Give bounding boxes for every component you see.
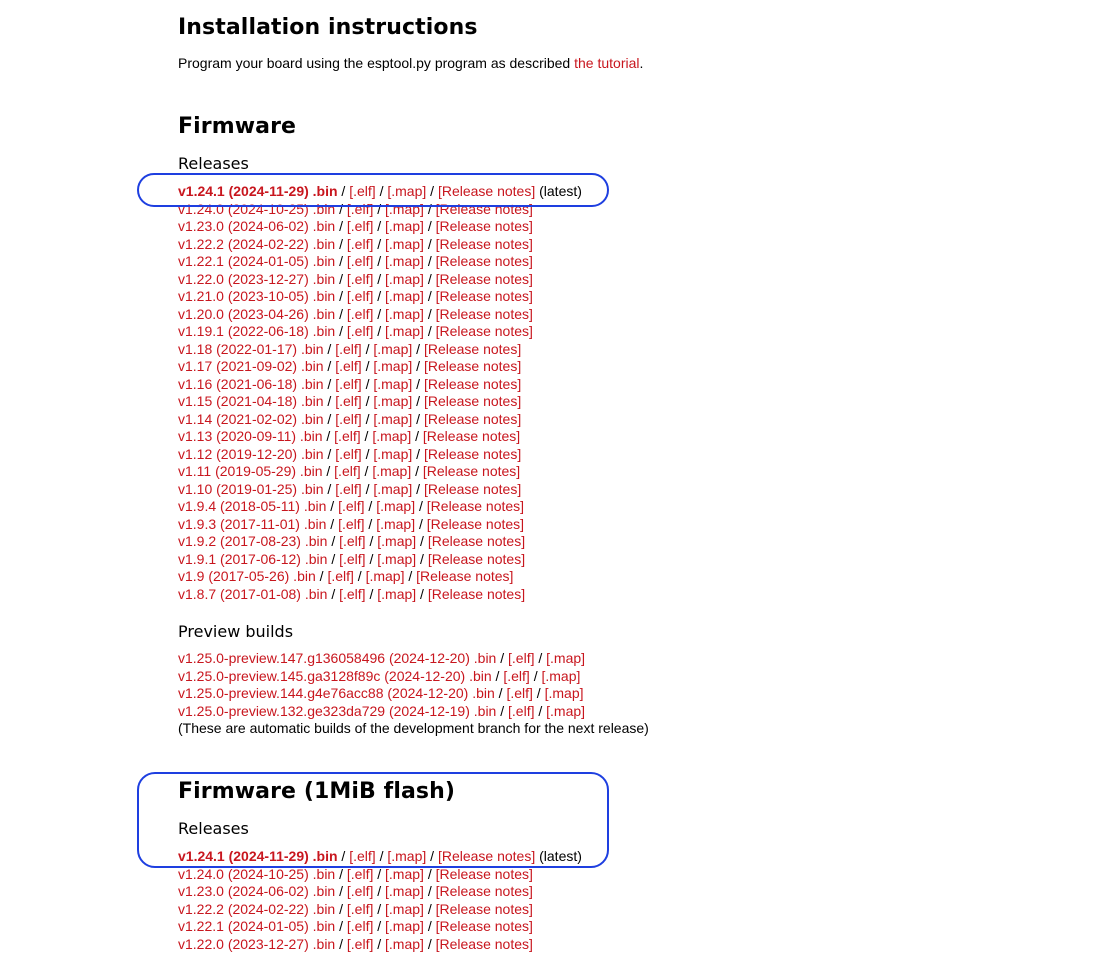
install-text: Program your board using the esptool.py program as described [178,55,575,71]
elf-link[interactable]: [.elf] [346,235,374,252]
map-link[interactable]: [.map] [385,235,424,252]
elf-link[interactable]: [.elf] [346,918,374,934]
separator: / [335,883,347,899]
separator: / [327,550,340,567]
separator: / [423,900,436,917]
elf-link[interactable]: [.elf] [508,702,535,719]
separator: / [335,918,347,934]
release-notes-link[interactable]: [Release notes] [437,183,536,199]
bin-download-link[interactable]: v1.24.0 (2024-10-25) .bin [178,865,336,882]
release-row [178,428,582,446]
firmware-release-list [178,183,582,603]
separator: / [496,650,509,666]
elf-link[interactable]: [.elf] [506,685,533,701]
map-link[interactable]: [.map] [377,585,417,602]
latest-tag: (latest) [539,183,582,199]
release-row [178,218,582,236]
separator: / [361,445,374,462]
release-notes-link[interactable]: [Release notes] [435,218,533,234]
separator: / [373,918,386,934]
release-row [178,323,582,341]
separator: / [335,865,347,882]
map-link[interactable]: [.map] [377,550,417,567]
bin-download-link[interactable]: v1.14 (2021-02-02) .bin [178,410,324,427]
release-row [178,568,582,586]
elf-link[interactable]: [.elf] [334,428,361,444]
bin-download-link[interactable]: v1.18 (2022-01-17) .bin [178,340,324,357]
map-link[interactable]: [.map] [385,288,424,304]
separator: / [323,445,336,462]
separator: / [426,183,438,199]
elf-link[interactable]: [.elf] [346,935,374,952]
elf-link[interactable]: [.elf] [327,568,354,584]
release-notes-link[interactable]: [Release notes] [422,463,521,479]
bin-download-link[interactable]: v1.8.7 (2017-01-08) .bin [178,585,328,602]
firmware-releases-label: Releases [178,154,249,173]
separator: / [423,918,436,934]
release-row [178,936,582,954]
separator: / [323,340,336,357]
release-row [178,685,585,703]
release-row [178,306,582,324]
separator: / [415,515,427,532]
separator: / [426,848,438,864]
elf-link[interactable]: [.elf] [335,480,362,497]
map-link[interactable]: [.map] [385,218,424,234]
release-row [178,901,582,919]
bin-download-link[interactable]: v1.9.1 (2017-06-12) .bin [178,550,328,567]
release-row [178,393,582,411]
release-notes-link[interactable]: [Release notes] [435,883,533,899]
separator: / [373,305,386,322]
release-notes-link[interactable]: [Release notes] [423,393,522,409]
release-row [178,446,582,464]
elf-link[interactable]: [.elf] [346,305,374,322]
release-row [178,183,582,201]
bin-download-link[interactable]: v1.12 (2019-12-20) .bin [178,445,324,462]
bin-download-link[interactable]: v1.25.0-preview.132.ge323da729 (2024-12-19) .bin [178,702,497,719]
separator: / [323,393,336,409]
install-text-end: . [639,55,644,71]
separator: / [416,533,428,549]
map-link[interactable]: [.map] [385,253,424,269]
separator: / [323,480,336,497]
map-link[interactable]: [.map] [385,305,424,322]
release-notes-link[interactable]: [Release notes] [435,918,533,934]
elf-link[interactable]: [.elf] [346,288,374,304]
preview-note: (These are automatic builds of the development branch for the next release) [178,720,649,736]
map-link[interactable]: [.map] [544,685,584,701]
separator: / [361,393,374,409]
separator: / [411,428,423,444]
map-link[interactable]: [.map] [373,410,413,427]
release-notes-link[interactable]: [Release notes] [423,480,522,497]
release-row [178,288,582,306]
release-notes-link[interactable]: [Release notes] [437,848,536,864]
separator: / [335,935,347,952]
separator: / [335,218,347,234]
separator: / [327,533,340,549]
release-notes-link[interactable]: [Release notes] [423,358,522,374]
bin-download-link[interactable]: v1.22.1 (2024-01-05) .bin [178,253,336,269]
elf-link[interactable]: [.elf] [335,445,362,462]
firmware-1mib-releases-label: Releases [178,819,249,838]
release-notes-link[interactable]: [Release notes] [423,445,522,462]
elf-link[interactable]: [.elf] [346,900,374,917]
map-link[interactable]: [.map] [385,935,424,952]
separator: / [423,218,436,234]
separator: / [373,253,386,269]
map-link[interactable]: [.map] [373,340,413,357]
tutorial-link[interactable]: the tutorial [574,55,640,71]
separator: / [534,650,547,666]
bin-download-link[interactable]: v1.24.0 (2024-10-25) .bin [178,200,336,217]
elf-link[interactable]: [.elf] [346,253,374,269]
map-link[interactable]: [.map] [541,667,581,684]
map-link[interactable]: [.map] [385,270,424,287]
release-notes-link[interactable]: [Release notes] [435,288,533,304]
separator: / [360,463,373,479]
separator: / [335,288,347,304]
separator: / [373,883,386,899]
separator: / [423,270,436,287]
separator: / [423,305,436,322]
map-link[interactable]: [.map] [546,702,586,719]
release-row [178,883,582,901]
release-row [178,551,582,569]
separator: / [315,568,328,584]
release-notes-link[interactable]: [Release notes] [435,253,533,269]
separator: / [412,480,424,497]
release-row [178,341,582,359]
bin-download-link[interactable]: v1.15 (2021-04-18) .bin [178,393,324,409]
bin-download-link[interactable]: v1.17 (2021-09-02) .bin [178,358,324,374]
separator: / [423,865,436,882]
elf-link[interactable]: [.elf] [349,183,376,199]
separator: / [375,848,388,864]
release-row [178,463,582,481]
elf-link[interactable]: [.elf] [346,200,374,217]
separator: / [494,685,507,701]
map-link[interactable]: [.map] [365,568,405,584]
map-link[interactable]: [.map] [387,183,427,199]
separator: / [412,358,424,374]
separator: / [412,375,424,392]
bin-download-link[interactable]: v1.21.0 (2023-10-05) .bin [178,288,336,304]
release-row [178,271,582,289]
bin-download-link[interactable]: v1.25.0-preview.145.ga3128f89c (2024-12-20) .bin [178,667,492,684]
release-row [178,866,582,884]
bin-download-link[interactable]: v1.11 (2019-05-29) .bin [178,463,323,479]
separator: / [361,358,374,374]
elf-link[interactable]: [.elf] [346,323,374,339]
release-notes-link[interactable]: [Release notes] [423,375,522,392]
elf-link[interactable]: [.elf] [346,865,374,882]
release-notes-link[interactable]: [Release notes] [427,585,526,602]
separator: / [322,463,335,479]
release-notes-link[interactable]: [Release notes] [435,323,533,339]
separator: / [373,900,386,917]
separator: / [373,288,386,304]
elf-link[interactable]: [.elf] [346,218,374,234]
bin-download-link[interactable]: v1.24.1 (2024-11-29) .bin [178,848,338,864]
map-link[interactable]: [.map] [373,480,413,497]
preview-builds-label: Preview builds [178,622,294,641]
separator: / [404,568,417,584]
elf-link[interactable]: [.elf] [508,650,535,666]
release-row [178,358,582,376]
bin-download-link[interactable]: v1.20.0 (2023-04-26) .bin [178,305,336,322]
release-notes-link[interactable]: [Release notes] [435,935,533,952]
separator: / [361,375,374,392]
elf-link[interactable]: [.elf] [335,393,362,409]
install-title: Installation instructions [178,15,478,40]
separator: / [529,667,542,684]
separator: / [416,585,428,602]
separator: / [337,848,350,864]
release-row [178,918,582,936]
bin-download-link[interactable]: v1.10 (2019-01-25) .bin [178,480,324,497]
map-link[interactable]: [.map] [376,515,416,532]
release-row [178,376,582,394]
separator: / [423,200,436,217]
separator: / [423,935,436,952]
separator: / [361,340,374,357]
separator: / [375,183,388,199]
release-row [178,411,582,429]
separator: / [335,305,347,322]
bin-download-link[interactable]: v1.9.4 (2018-05-11) .bin [178,498,327,514]
bin-download-link[interactable]: v1.22.0 (2023-12-27) .bin [178,935,336,952]
elf-link[interactable]: [.elf] [335,375,362,392]
map-link[interactable]: [.map] [385,883,424,899]
release-row [178,586,582,604]
separator: / [412,445,424,462]
separator: / [373,935,386,952]
separator: / [532,685,545,701]
separator: / [361,410,374,427]
separator: / [365,550,378,567]
separator: / [412,393,424,409]
separator: / [360,428,373,444]
release-notes-link[interactable]: [Release notes] [435,865,533,882]
bin-download-link[interactable]: v1.22.1 (2024-01-05) .bin [178,918,336,934]
bin-download-link[interactable]: v1.22.0 (2023-12-27) .bin [178,270,336,287]
bin-download-link[interactable]: v1.9 (2017-05-26) .bin [178,568,316,584]
separator: / [423,288,436,304]
elf-link[interactable]: [.elf] [349,848,376,864]
map-link[interactable]: [.map] [387,848,427,864]
separator: / [323,358,336,374]
separator: / [423,253,436,269]
elf-link[interactable]: [.elf] [339,585,366,602]
bin-download-link[interactable]: v1.25.0-preview.144.g4e76acc88 (2024-12-20) .bin [178,685,495,701]
elf-link[interactable]: [.elf] [339,550,366,567]
release-row [178,650,585,668]
separator: / [326,515,339,532]
separator: / [365,585,378,602]
release-notes-link[interactable]: [Release notes] [435,270,533,287]
separator: / [411,463,423,479]
firmware-title: Firmware [178,114,297,139]
bin-download-link[interactable]: v1.24.1 (2024-11-29) .bin [178,183,338,199]
bin-download-link[interactable]: v1.23.0 (2024-06-02) .bin [178,883,336,899]
separator: / [335,270,347,287]
separator: / [335,200,347,217]
elf-link[interactable]: [.elf] [335,358,362,374]
release-notes-link[interactable]: [Release notes] [423,340,522,357]
separator: / [373,865,386,882]
map-link[interactable]: [.map] [372,428,412,444]
release-notes-link[interactable]: [Release notes] [426,498,525,514]
release-row [178,201,582,219]
map-link[interactable]: [.map] [385,918,424,934]
elf-link[interactable]: [.elf] [335,410,362,427]
release-notes-link[interactable]: [Release notes] [435,900,533,917]
release-row [178,533,582,551]
release-row [178,481,582,499]
separator: / [412,340,424,357]
elf-link[interactable]: [.elf] [503,667,530,684]
bin-download-link[interactable]: v1.25.0-preview.147.g136058496 (2024-12-20) .bin [178,650,497,666]
separator: / [326,498,339,514]
bin-download-link[interactable]: v1.9.2 (2017-08-23) .bin [178,533,328,549]
preview-build-list [178,650,585,720]
elf-link[interactable]: [.elf] [334,463,361,479]
separator: / [361,480,374,497]
map-link[interactable]: [.map] [373,393,413,409]
bin-download-link[interactable]: v1.23.0 (2024-06-02) .bin [178,218,336,234]
separator: / [373,323,386,339]
release-row [178,236,582,254]
separator: / [373,270,386,287]
separator: / [534,702,547,719]
separator: / [416,550,428,567]
separator: / [412,410,424,427]
release-notes-link[interactable]: [Release notes] [435,200,533,217]
release-notes-link[interactable]: [Release notes] [435,305,533,322]
map-link[interactable]: [.map] [377,533,417,549]
separator: / [373,235,386,252]
bin-download-link[interactable]: v1.9.3 (2017-11-01) .bin [178,515,327,532]
separator: / [323,410,336,427]
separator: / [423,883,436,899]
map-link[interactable]: [.map] [385,865,424,882]
separator: / [365,533,378,549]
map-link[interactable]: [.map] [385,323,424,339]
firmware-1mib-title: Firmware (1MiB flash) [178,779,456,804]
separator: / [327,585,340,602]
map-link[interactable]: [.map] [546,650,586,666]
separator: / [335,900,347,917]
separator: / [364,515,377,532]
bin-download-link[interactable]: v1.13 (2020-09-11) .bin [178,428,323,444]
elf-link[interactable]: [.elf] [338,515,365,532]
separator: / [423,235,436,252]
separator: / [423,323,436,339]
map-link[interactable]: [.map] [373,358,413,374]
separator: / [322,428,335,444]
release-notes-link[interactable]: [Release notes] [416,568,514,584]
release-notes-link[interactable]: [Release notes] [435,235,533,252]
bin-download-link[interactable]: v1.16 (2021-06-18) .bin [178,375,324,392]
separator: / [337,183,350,199]
release-row [178,516,582,534]
release-notes-link[interactable]: [Release notes] [427,550,526,567]
latest-tag: (latest) [539,848,582,864]
map-link[interactable]: [.map] [385,900,424,917]
separator: / [373,218,386,234]
release-notes-link[interactable]: [Release notes] [422,428,521,444]
separator: / [415,498,427,514]
elf-link[interactable]: [.elf] [339,533,366,549]
elf-link[interactable]: [.elf] [346,883,374,899]
bin-download-link[interactable]: v1.22.2 (2024-02-22) .bin [178,235,336,252]
elf-link[interactable]: [.elf] [338,498,365,514]
release-row [178,498,582,516]
separator: / [323,375,336,392]
separator: / [335,235,347,252]
elf-link[interactable]: [.elf] [346,270,374,287]
map-link[interactable]: [.map] [373,445,413,462]
bin-download-link[interactable]: v1.22.2 (2024-02-22) .bin [178,900,336,917]
release-row [178,848,582,866]
release-row [178,668,585,686]
firmware-1mib-release-list [178,848,582,953]
map-link[interactable]: [.map] [373,375,413,392]
separator: / [496,702,509,719]
separator: / [335,323,347,339]
map-link[interactable]: [.map] [372,463,412,479]
release-notes-link[interactable]: [Release notes] [423,410,522,427]
elf-link[interactable]: [.elf] [335,340,362,357]
separator: / [373,200,386,217]
separator: / [364,498,377,514]
release-row [178,253,582,271]
release-notes-link[interactable]: [Release notes] [427,533,526,549]
map-link[interactable]: [.map] [376,498,416,514]
release-notes-link[interactable]: [Release notes] [426,515,525,532]
map-link[interactable]: [.map] [385,200,424,217]
bin-download-link[interactable]: v1.19.1 (2022-06-18) .bin [178,323,336,339]
install-text-paragraph [178,54,643,72]
release-row [178,703,585,721]
separator: / [353,568,366,584]
separator: / [335,253,347,269]
separator: / [491,667,504,684]
